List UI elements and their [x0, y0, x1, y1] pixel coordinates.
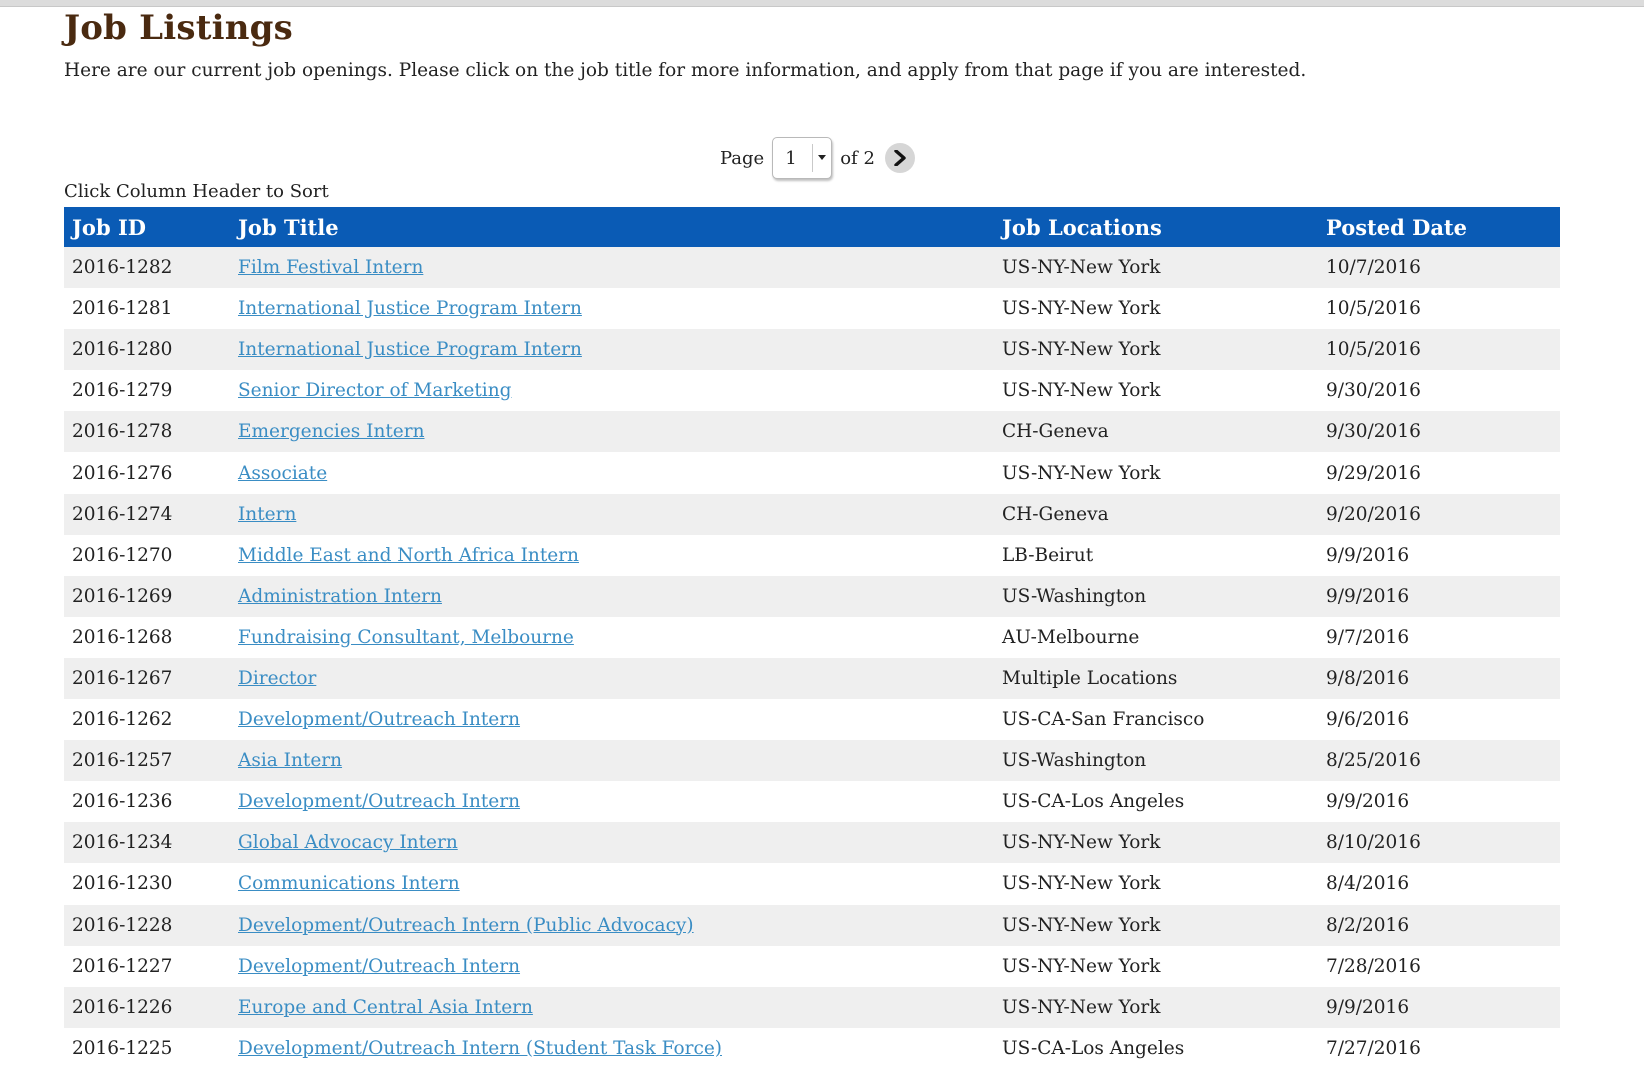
job-title-link[interactable]: Film Festival Intern: [238, 257, 424, 279]
job-id-cell: 2016-1267: [64, 658, 230, 699]
job-location-cell: US-Washington: [994, 576, 1318, 617]
job-title-cell: [230, 1028, 994, 1069]
job-location-cell: US-Washington: [994, 740, 1318, 781]
job-title-cell: [230, 781, 994, 822]
job-title-link[interactable]: Europe and Central Asia Intern: [238, 996, 533, 1018]
posted-date-cell: 9/9/2016: [1318, 987, 1560, 1028]
job-title-link[interactable]: Development/Outreach Intern: [238, 955, 521, 977]
posted-date-cell: 8/10/2016: [1318, 822, 1560, 863]
job-location-cell: US-NY-New York: [994, 987, 1318, 1028]
page-select-value: 1: [785, 147, 797, 169]
table-row: [64, 905, 1560, 946]
table-row: [64, 699, 1560, 740]
job-id-cell: 2016-1257: [64, 740, 230, 781]
job-title-link[interactable]: Senior Director of Marketing: [238, 380, 512, 402]
job-title-link[interactable]: Development/Outreach Intern (Public Advocacy): [238, 914, 694, 936]
posted-date-cell: 9/9/2016: [1318, 781, 1560, 822]
job-title-link[interactable]: Development/Outreach Intern (Student Task Force): [238, 1037, 722, 1059]
job-title-cell: [230, 329, 994, 370]
job-location-cell: US-CA-San Francisco: [994, 699, 1318, 740]
job-title-cell: [230, 535, 994, 576]
job-id-cell: 2016-1281: [64, 288, 230, 329]
job-location-cell: US-CA-Los Angeles: [994, 1028, 1318, 1069]
job-title-link[interactable]: Asia Intern: [238, 750, 343, 772]
job-location-cell: Multiple Locations: [994, 658, 1318, 699]
table-row: [64, 822, 1560, 863]
job-title-link[interactable]: Fundraising Consultant, Melbourne: [238, 626, 574, 648]
table-row: [64, 494, 1560, 535]
posted-date-cell: 8/4/2016: [1318, 863, 1560, 904]
sort-hint: Click Column Header to Sort: [64, 181, 329, 202]
table-row: [64, 617, 1560, 658]
posted-date-cell: 9/9/2016: [1318, 535, 1560, 576]
job-location-cell: US-NY-New York: [994, 452, 1318, 493]
job-location-cell: LB-Beirut: [994, 535, 1318, 576]
column-header-job-locations[interactable]: Job Locations: [994, 207, 1318, 247]
job-title-link[interactable]: Development/Outreach Intern: [238, 791, 521, 813]
table-row: [64, 329, 1560, 370]
job-title-cell: [230, 411, 994, 452]
table-header-row: [64, 207, 1560, 247]
job-listings-table: [64, 207, 1560, 1069]
job-id-cell: 2016-1228: [64, 905, 230, 946]
page-select[interactable]: [772, 137, 832, 179]
pagination: [720, 134, 915, 182]
job-title-link[interactable]: Communications Intern: [238, 873, 460, 895]
posted-date-cell: 9/30/2016: [1318, 370, 1560, 411]
posted-date-cell: 10/7/2016: [1318, 247, 1560, 288]
job-id-cell: 2016-1269: [64, 576, 230, 617]
table-row: [64, 535, 1560, 576]
chevron-down-icon: [818, 155, 826, 160]
job-title-link[interactable]: Global Advocacy Intern: [238, 832, 458, 854]
job-id-cell: 2016-1270: [64, 535, 230, 576]
job-location-cell: US-NY-New York: [994, 946, 1318, 987]
table-row: [64, 987, 1560, 1028]
posted-date-cell: 9/30/2016: [1318, 411, 1560, 452]
job-title-cell: [230, 452, 994, 493]
browser-top-border: [0, 0, 1644, 7]
job-title-link[interactable]: Middle East and North Africa Intern: [238, 544, 579, 566]
posted-date-cell: 10/5/2016: [1318, 329, 1560, 370]
job-title-link[interactable]: International Justice Program Intern: [238, 339, 582, 361]
job-id-cell: 2016-1230: [64, 863, 230, 904]
table-row: [64, 1028, 1560, 1069]
posted-date-cell: 9/29/2016: [1318, 452, 1560, 493]
posted-date-cell: 9/7/2016: [1318, 617, 1560, 658]
job-id-cell: 2016-1268: [64, 617, 230, 658]
job-location-cell: US-NY-New York: [994, 329, 1318, 370]
job-title-cell: [230, 370, 994, 411]
table-row: [64, 370, 1560, 411]
posted-date-cell: 7/27/2016: [1318, 1028, 1560, 1069]
posted-date-cell: 9/8/2016: [1318, 658, 1560, 699]
job-title-cell: [230, 288, 994, 329]
table-body: [64, 247, 1560, 1069]
job-title-cell: [230, 822, 994, 863]
job-title-cell: [230, 946, 994, 987]
column-header-job-title[interactable]: Job Title: [230, 207, 994, 247]
column-header-posted-date[interactable]: Posted Date: [1318, 207, 1560, 247]
job-title-link[interactable]: Director: [238, 667, 317, 689]
page-title: Job Listings: [64, 8, 293, 48]
job-id-cell: 2016-1225: [64, 1028, 230, 1069]
intro-text: Here are our current job openings. Please click on the job title for more information, and apply from that page if you are interested.: [64, 60, 1307, 81]
job-location-cell: AU-Melbourne: [994, 617, 1318, 658]
table-row: [64, 740, 1560, 781]
select-separator: [812, 144, 813, 172]
job-location-cell: US-NY-New York: [994, 370, 1318, 411]
job-title-cell: [230, 699, 994, 740]
job-id-cell: 2016-1262: [64, 699, 230, 740]
job-title-link[interactable]: Development/Outreach Intern: [238, 709, 521, 731]
posted-date-cell: 8/25/2016: [1318, 740, 1560, 781]
job-title-cell: [230, 658, 994, 699]
job-title-cell: [230, 905, 994, 946]
table-row: [64, 452, 1560, 493]
table-row: [64, 658, 1560, 699]
posted-date-cell: 10/5/2016: [1318, 288, 1560, 329]
job-title-link[interactable]: Administration Intern: [238, 585, 442, 607]
job-title-cell: [230, 987, 994, 1028]
job-location-cell: US-NY-New York: [994, 822, 1318, 863]
job-id-cell: 2016-1278: [64, 411, 230, 452]
job-id-cell: 2016-1282: [64, 247, 230, 288]
posted-date-cell: 9/9/2016: [1318, 576, 1560, 617]
job-title-link[interactable]: Associate: [238, 462, 328, 484]
job-title-cell: [230, 863, 994, 904]
table-row: [64, 288, 1560, 329]
job-location-cell: CH-Geneva: [994, 494, 1318, 535]
job-title-link[interactable]: International Justice Program Intern: [238, 298, 582, 320]
job-title-link[interactable]: Emergencies Intern: [238, 421, 425, 443]
job-id-cell: 2016-1276: [64, 452, 230, 493]
column-header-job-id[interactable]: Job ID: [64, 207, 230, 247]
table-row: [64, 863, 1560, 904]
chevron-right-icon: [893, 150, 907, 166]
table-row: [64, 247, 1560, 288]
posted-date-cell: 8/2/2016: [1318, 905, 1560, 946]
job-location-cell: CH-Geneva: [994, 411, 1318, 452]
table-row: [64, 576, 1560, 617]
table-row: [64, 946, 1560, 987]
posted-date-cell: 7/28/2016: [1318, 946, 1560, 987]
job-id-cell: 2016-1279: [64, 370, 230, 411]
job-title-cell: [230, 494, 994, 535]
table-row: [64, 411, 1560, 452]
job-location-cell: US-NY-New York: [994, 288, 1318, 329]
job-title-cell: [230, 740, 994, 781]
job-location-cell: US-NY-New York: [994, 905, 1318, 946]
job-id-cell: 2016-1227: [64, 946, 230, 987]
page-label: Page: [720, 147, 765, 169]
job-id-cell: 2016-1234: [64, 822, 230, 863]
job-id-cell: 2016-1280: [64, 329, 230, 370]
table-row: [64, 781, 1560, 822]
job-location-cell: US-NY-New York: [994, 863, 1318, 904]
job-location-cell: US-NY-New York: [994, 247, 1318, 288]
page-total: of 2: [840, 147, 875, 169]
job-location-cell: US-CA-Los Angeles: [994, 781, 1318, 822]
posted-date-cell: 9/6/2016: [1318, 699, 1560, 740]
job-id-cell: 2016-1274: [64, 494, 230, 535]
job-title-cell: [230, 576, 994, 617]
job-title-cell: [230, 247, 994, 288]
job-id-cell: 2016-1236: [64, 781, 230, 822]
job-id-cell: 2016-1226: [64, 987, 230, 1028]
next-page-button[interactable]: [885, 143, 915, 173]
job-title-link[interactable]: Intern: [238, 503, 297, 525]
job-title-cell: [230, 617, 994, 658]
posted-date-cell: 9/20/2016: [1318, 494, 1560, 535]
